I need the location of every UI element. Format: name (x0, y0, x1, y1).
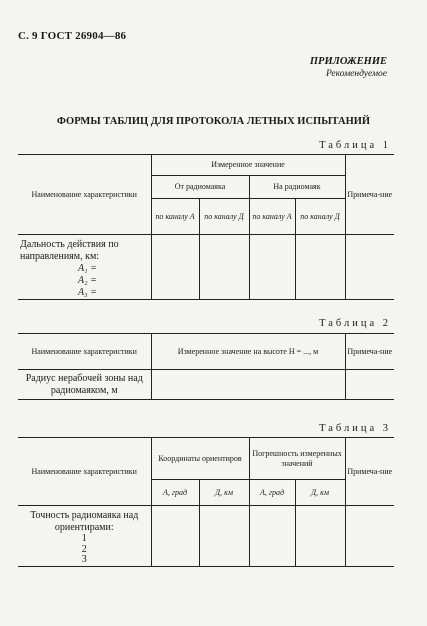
table3-caption: Таблица 3 (319, 423, 391, 434)
table3-item-3: 3 (81, 554, 87, 565)
table2-header-name: Наименование характеристики (18, 334, 151, 370)
table1-data-cell (199, 235, 249, 300)
table1-item-2: A₂ = (78, 275, 97, 286)
table3-item-1: 1 (81, 533, 87, 544)
table1-header-to: На радиомаяк (249, 176, 345, 199)
table2-data-cell (151, 370, 345, 400)
table3-header-error: Погрешность измеренных значений (249, 438, 345, 480)
table1-item-1: A₁ = (78, 263, 97, 274)
table3-header-d-km-1: Д, км (199, 480, 249, 506)
table3-row-label: Точность радиомаяка над ориентирами: (30, 510, 139, 533)
table2 (18, 333, 394, 400)
table3-header-a-deg-2: А, град (249, 480, 295, 506)
table1-data-cell (295, 235, 345, 300)
table1-caption: Таблица 1 (319, 140, 391, 151)
table1-row-cell (18, 235, 151, 300)
table3-data-cell (151, 506, 199, 567)
table2-header-note: Примеча-ние (345, 334, 394, 370)
table3-data-cell (295, 506, 345, 567)
table3-item-2: 2 (81, 543, 87, 555)
table3-header-note: Примеча-ние (345, 438, 394, 506)
table1-data-cell (249, 235, 295, 300)
table1-item-3: A₃ = (78, 287, 97, 298)
table2-caption: Таблица 2 (319, 318, 391, 329)
table3-data-cell (199, 506, 249, 567)
table2-data-cell (345, 370, 394, 400)
appendix-title: ПРИЛОЖЕНИЕ (309, 56, 387, 67)
table3-header-coords: Координаты ориентиров (151, 438, 249, 480)
table1-row-label: Дальность действия по направлениям, км: (20, 239, 119, 262)
table1-header-from: От радиомаяка (151, 176, 249, 199)
table3-data-cell (345, 506, 394, 567)
table1-data-cell (151, 235, 199, 300)
table1-header-measured: Измеренное значение (151, 155, 345, 176)
table1-header-ch-d-2: по каналу Д (295, 199, 345, 235)
table1-header-ch-a-2: по каналу А (249, 199, 295, 235)
table1 (18, 154, 394, 300)
table1-header-ch-a-1: по каналу А (151, 199, 199, 235)
table1-header-ch-d-1: по каналу Д (199, 199, 249, 235)
table2-row-label: Радиус нерабочей зоны над радиомаяком, м (18, 370, 151, 400)
table1-header-note: Примеча-ние (345, 155, 394, 235)
table1-data-cell (345, 235, 394, 300)
page-header: С. 9 ГОСТ 26904—86 (18, 30, 127, 42)
table3-row-cell (18, 506, 151, 567)
table3-header-d-km-2: Д, км (295, 480, 345, 506)
appendix-note: Рекомендуемое (325, 69, 387, 79)
table3-data-cell (249, 506, 295, 567)
table3-header-a-deg-1: А, град (151, 480, 199, 506)
table1-header-name: Наименование характеристики (18, 155, 151, 235)
document-title: ФОРМЫ ТАБЛИЦ ДЛЯ ПРОТОКОЛА ЛЕТНЫХ ИСПЫТАНИЙ (56, 116, 371, 127)
table3 (18, 437, 394, 567)
table3-header-name: Наименование характеристики (18, 438, 151, 506)
table2-header-measured: Измеренное значение на высоте Н = ..., м (151, 334, 345, 370)
